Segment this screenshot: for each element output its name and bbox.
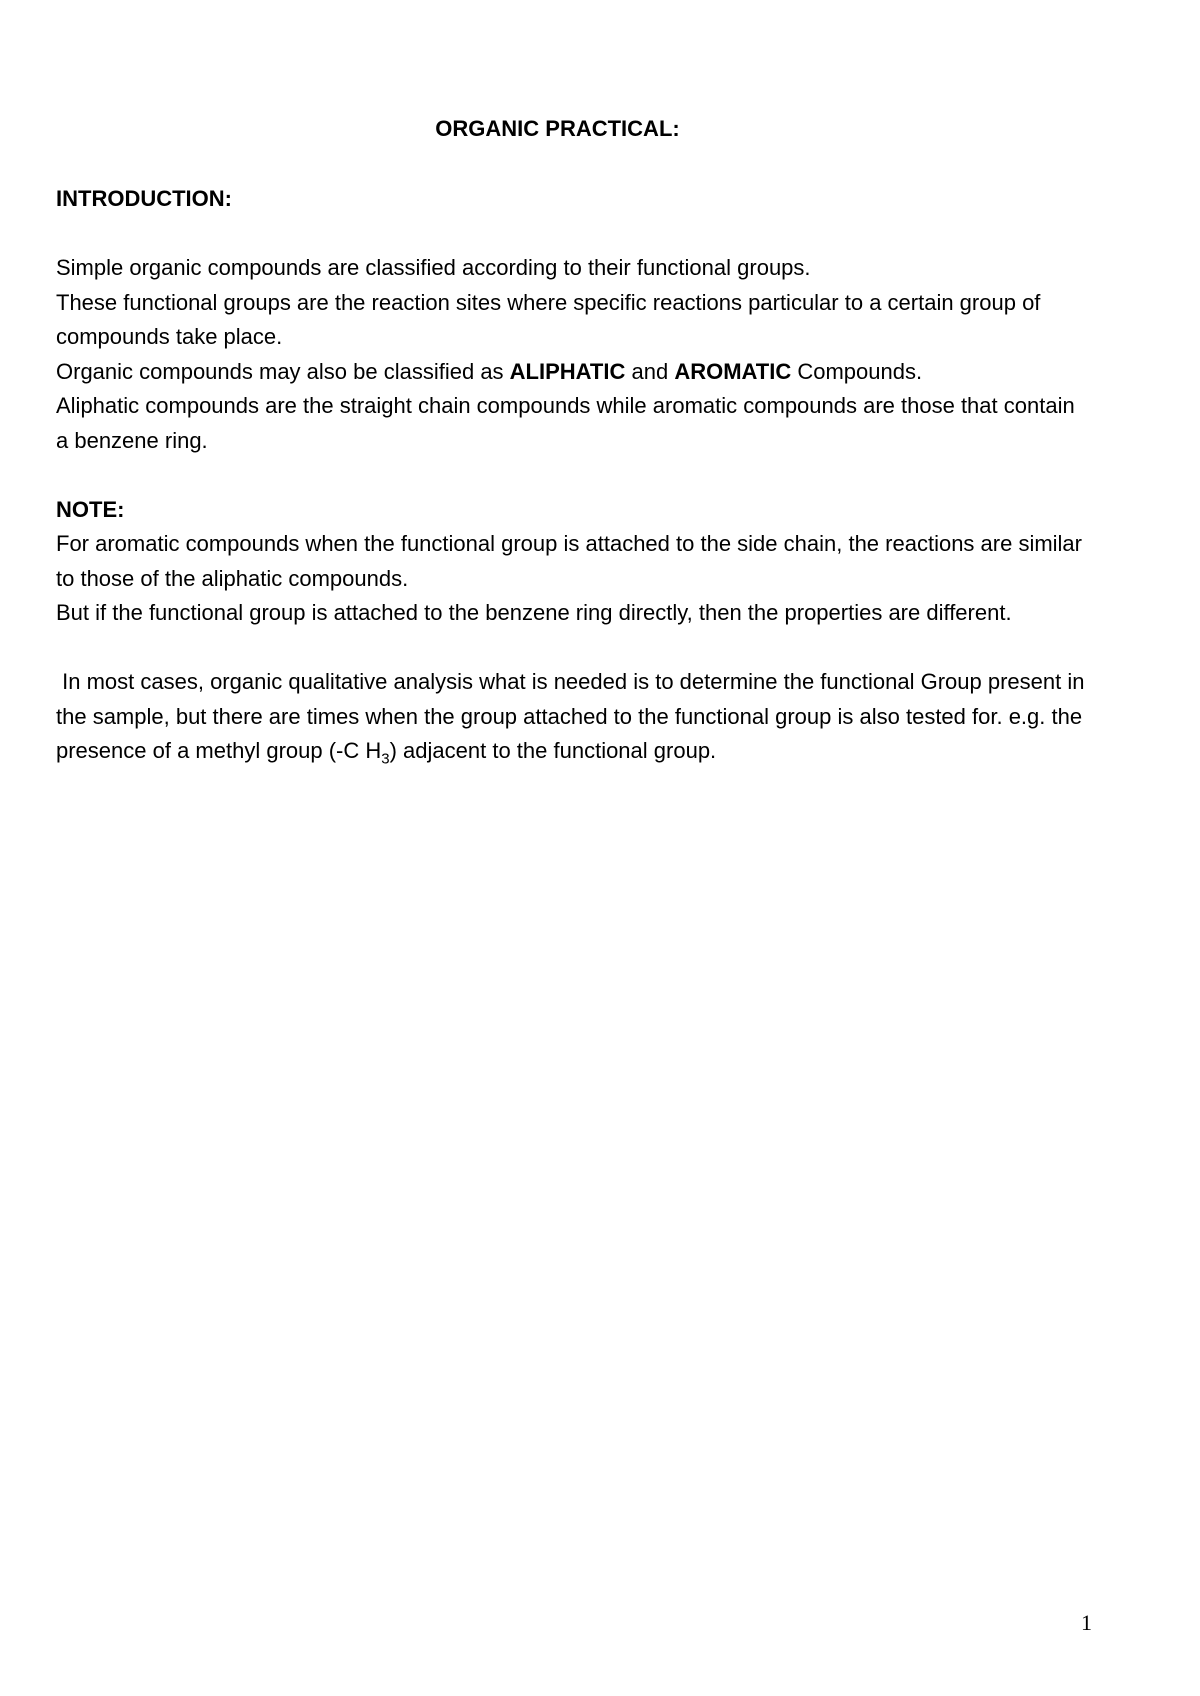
document-body (56, 182, 1091, 777)
spacer (56, 458, 1086, 493)
intro-paragraph-3-mid: and (625, 358, 675, 384)
spacer (56, 217, 1086, 252)
intro-paragraph-3-prefix: Organic compounds may also be classified as (56, 358, 510, 384)
introduction-heading: INTRODUCTION: (56, 186, 232, 211)
note-heading: NOTE: (56, 496, 125, 522)
intro-paragraph-3-suffix: Compounds. (791, 358, 923, 384)
aromatic-term: AROMATIC (674, 358, 792, 384)
analysis-text-end: ) adjacent to the functional group. (389, 738, 717, 763)
intro-paragraph-2: These functional groups are the reaction sites where specific reactions particular to a certain group of compounds take place. (56, 289, 1041, 349)
spacer (56, 631, 1086, 666)
page-number: 1 (1081, 1610, 1092, 1635)
document-title: ORGANIC PRACTICAL: (435, 116, 680, 141)
intro-paragraph-3 (56, 355, 1086, 390)
subscript-3: 3 (381, 750, 390, 768)
intro-paragraph-1: Simple organic compounds are classified according to their functional groups. (56, 255, 811, 280)
aliphatic-term: ALIPHATIC (509, 358, 626, 384)
intro-paragraph-4: Aliphatic compounds are the straight chain compounds while aromatic compounds are those that contain a benzene ring. (56, 393, 1075, 453)
analysis-paragraph (56, 665, 1091, 777)
analysis-text: In most cases, organic qualitative analysis what is needed is to determine the functional Group present in the sample, but there are times when the group attached to the functional group is also tested for. e.g. the presence of a methyl group (-C H (56, 669, 1091, 763)
note-paragraph-2: But if the functional group is attached to the benzene ring directly, then the properties are different. (56, 600, 1012, 625)
note-paragraph-1: For aromatic compounds when the functional group is attached to the side chain, the reactions are similar to those of the aliphatic compounds. (56, 531, 1082, 591)
